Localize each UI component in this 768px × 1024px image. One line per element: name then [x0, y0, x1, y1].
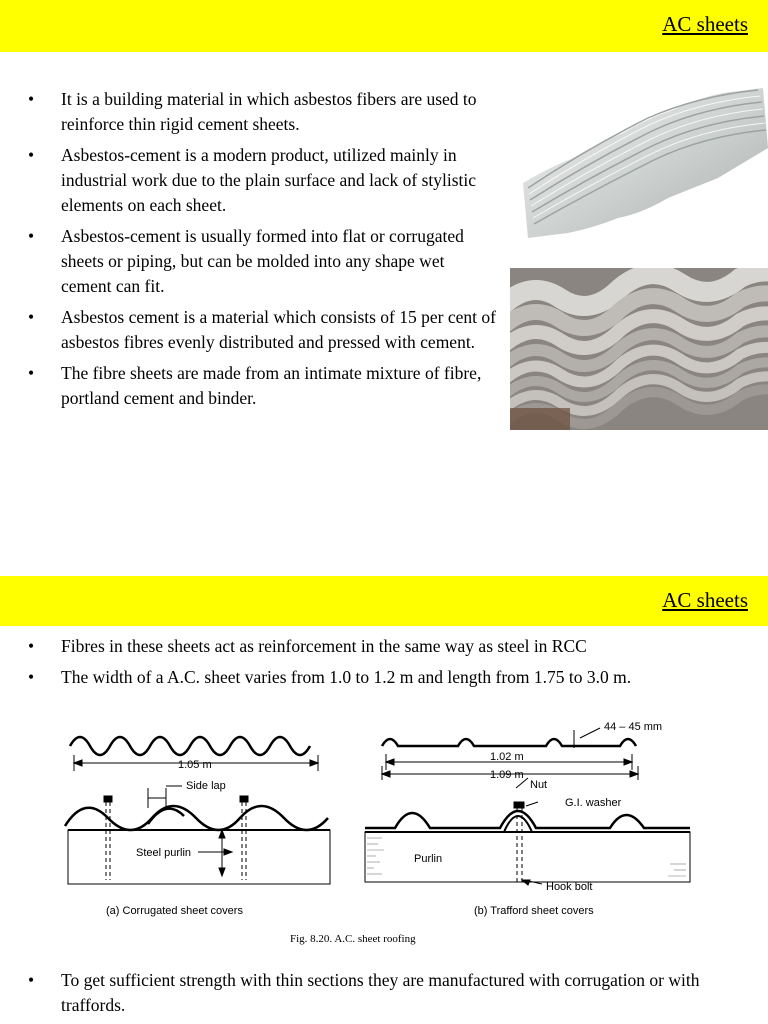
- slide1-bullet-list: [28, 87, 498, 417]
- slide2-header-banner: [0, 576, 768, 626]
- hook-bolt-label: Hook bolt: [546, 881, 593, 893]
- slide2-title: AC sheets: [662, 588, 748, 612]
- slide2-bullet-list-bottom: [28, 968, 728, 1024]
- nut-label: Nut: [530, 779, 548, 791]
- slide1-bullet-item: • The fibre sheets are made from an intimate mixture of fibre, portland cement and binder.: [28, 363, 482, 408]
- slide1-bullet-item: • Asbestos-cement is usually formed into flat or corrugated sheets or piping, but can be molded into any shape wet cement can fit.: [28, 226, 464, 296]
- purlin-label: Purlin: [414, 853, 443, 865]
- slide1-bullet-item: • Asbestos cement is a material which consists of 15 per cent of asbestos fibres evenly distributed and pressed with cement.: [28, 307, 496, 352]
- slide1-bullet-item: • It is a building material in which asbestos fibers are used to reinforce thin rigid cement sheets.: [28, 89, 477, 134]
- slide2-bullet-item: • The width of a A.C. sheet varies from 1.0 to 1.2 m and length from 1.75 to 3.0 m.: [28, 667, 632, 687]
- slide2-bullet-list-top: [28, 634, 728, 696]
- steel-purlin-label: Steel purlin: [136, 847, 192, 859]
- width-label-102: 1.02 m: [490, 751, 524, 763]
- slide1-bullet-item: • Asbestos-cement is a modern product, utilized mainly in industrial work due to the plain surface and lack of stylistic elements on each sheet.: [28, 145, 477, 215]
- slide2-bullet-item: • Fibres in these sheets act as reinforcement in the same way as steel in RCC: [28, 636, 587, 656]
- stacked-sheets-photo: [510, 268, 768, 430]
- slide2-bullet-item: • To get sufficient strength with thin sections they are manufactured with corrugation or with traffords.: [28, 970, 700, 1015]
- slide1-header-banner: [0, 0, 768, 52]
- gi-washer-label: G.I. washer: [565, 797, 622, 809]
- ac-sheet-roofing-figure: [60, 718, 700, 956]
- figure-caption: Fig. 8.20. A.C. sheet roofing: [290, 933, 416, 945]
- side-lap-label: Side lap: [186, 780, 226, 792]
- corrugated-sheet-photo: [518, 88, 768, 243]
- width-label-105: 1.05 m: [178, 759, 212, 771]
- width-label-109: 1.09 m: [490, 769, 524, 781]
- depth-label: 44 – 45 mm: [604, 721, 663, 733]
- figure-caption-a: (a) Corrugated sheet covers: [106, 905, 243, 917]
- figure-caption-b: (b) Trafford sheet covers: [474, 905, 594, 917]
- slide1-title: AC sheets: [662, 12, 748, 36]
